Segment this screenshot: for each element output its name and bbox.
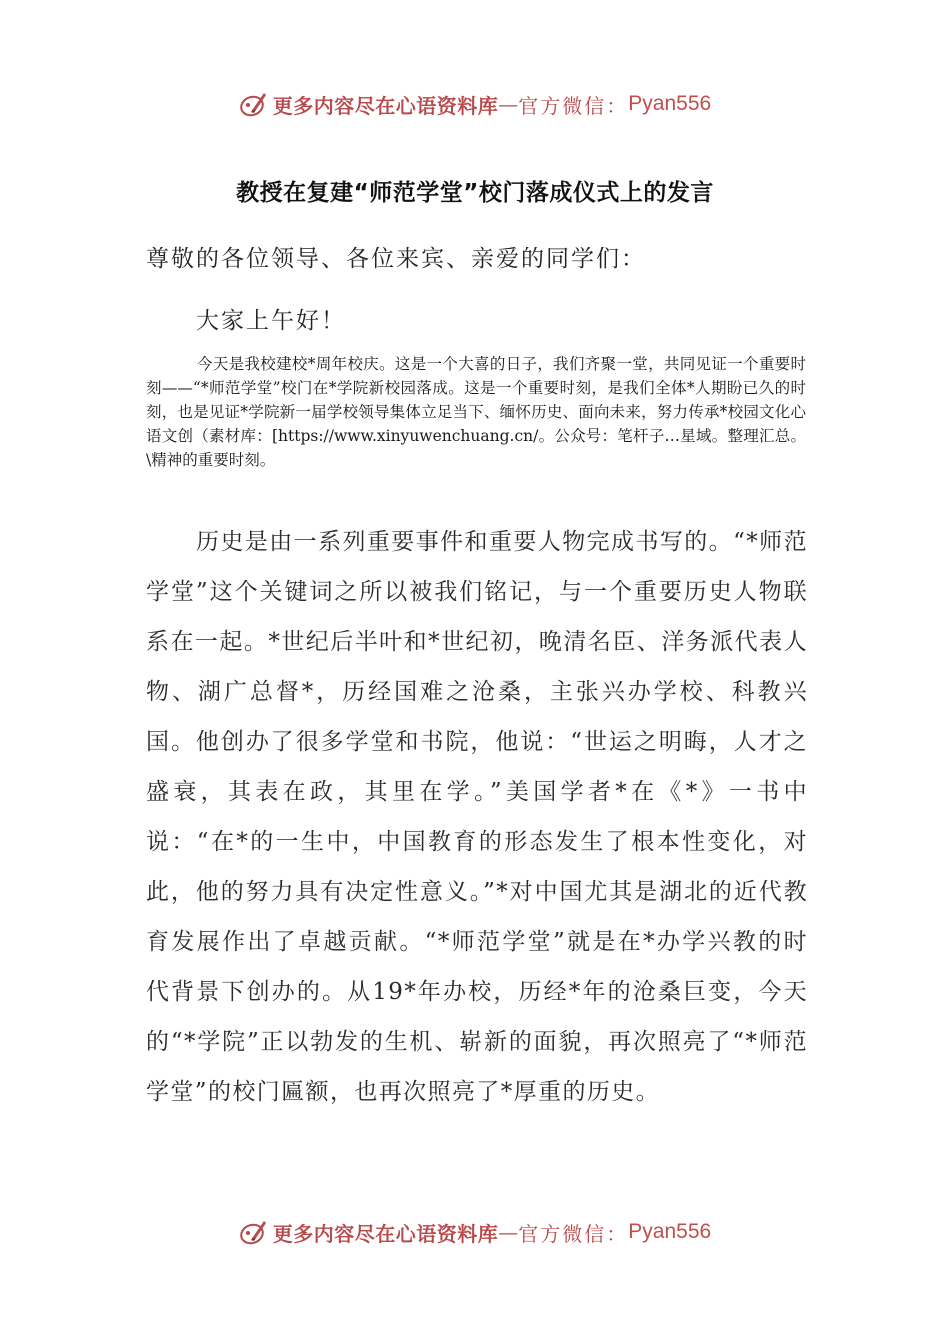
header-banner [0,84,950,124]
document-title: 教授在复建“师范学堂”校门落成仪式上的发言 [236,180,714,206]
footer-banner [0,1212,950,1252]
banner-brand-text: 更多内容尽在心语资料库 [272,1221,499,1246]
paragraph-opening: 今天是我校建校*周年校庆。这是一个大喜的日子，我们齐聚一堂，共同见证一个重要时刻——“*师范学堂”校门在*学院新校园落成。这是一个重要时刻，是我们全体*人期盼已久的时刻，也是见证*学院新一届学校领导集体立足当下、缅怀历史、面向未来，努力传承*校园文化心语文创（素材库：[https://www.xinyuwenchuang.cn/。公众号：笔杆子…星域。整理汇总。\精神的重要时刻。 [146,355,806,469]
greeting: 大家上午好！ [196,308,346,334]
pen-nib-logo-icon [239,1217,269,1247]
banner-separator: — [498,92,519,116]
pen-nib-logo-icon [239,89,269,119]
banner-brand-text: 更多内容尽在心语资料库 [272,93,499,118]
banner-wechat-id: Pyan556 [628,1220,712,1243]
banner-separator: — [498,1220,519,1244]
paragraph-history: 历史是由一系列重要事件和重要人物完成书写的。“*师范学堂”这个关键词之所以被我们铭记，与一个重要历史人物联系在一起。*世纪后半叶和*世纪初，晚清名臣、洋务派代表人物、湖广总督*，历经国难之沧桑，主张兴办学校、科教兴国。他创办了很多学堂和书院，他说：“世运之明晦，人才之盛衰，其表在政，其里在学。”美国学者*在《*》一书中说：“在*的一生中，中国教育的形态发生了根本性变化，对此，他的努力具有决定性意义。”*对中国尤其是湖北的近代教育发展作出了卓越贡献。“*师范学堂”就是在*办学兴教的时代背景下创办的。从19*年办校，历经*年的沧桑巨变，今天的“*学院”正以勃发的生机、崭新的面貌，再次照亮了“*师范学堂”的校门匾额，也再次照亮了*厚重的历史。 [146,529,808,1105]
banner-wechat-label: 官方微信： [518,1221,629,1246]
salutation: 尊敬的各位领导、各位来宾、亲爱的同学们： [146,246,646,272]
banner-wechat-id: Pyan556 [628,92,712,115]
banner-wechat-label: 官方微信： [518,93,629,118]
